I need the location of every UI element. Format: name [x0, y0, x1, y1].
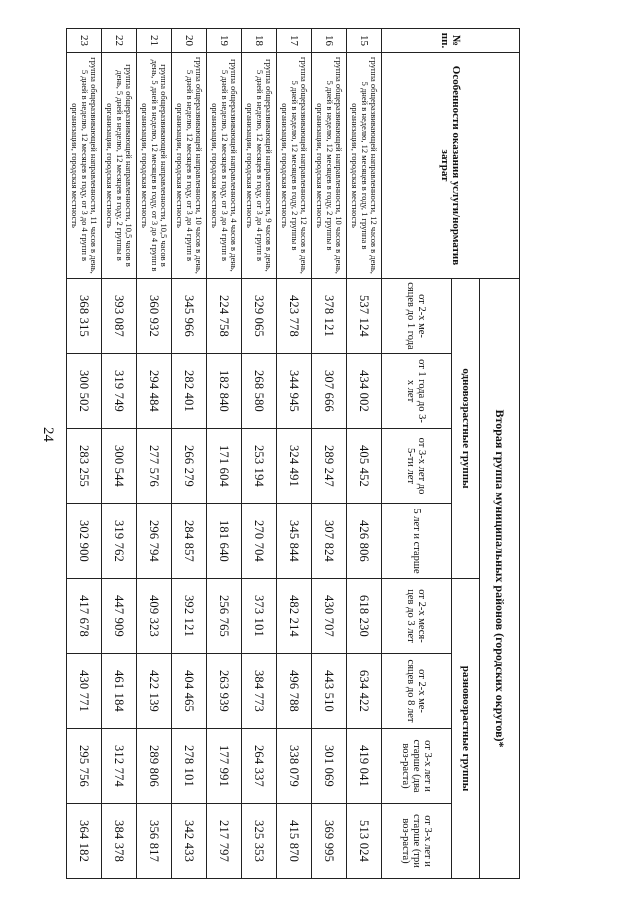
cost-value: 393 087: [102, 279, 137, 354]
cost-value: 423 778: [277, 279, 312, 354]
cost-value: 270 704: [242, 504, 277, 579]
table-row: [207, 29, 242, 879]
cost-value: 368 315: [67, 279, 102, 354]
cost-norms-table: [66, 28, 520, 879]
cost-value: 360 932: [137, 279, 172, 354]
cost-value: 329 065: [242, 279, 277, 354]
cost-value: 417 678: [67, 579, 102, 654]
row-description: группа общеразвивающей направленности, 10,5 часов в день, 5 дней в неделю, 12 месяцев в году, от 3 до 4 групп в организации, городская местность: [137, 53, 172, 279]
cost-value: 224 758: [207, 279, 242, 354]
cost-value: 325 353: [242, 804, 277, 879]
cost-value: 404 465: [172, 654, 207, 729]
cost-value: 284 857: [172, 504, 207, 579]
cost-value: 537 124: [347, 279, 382, 354]
table-row: [102, 29, 137, 879]
cost-value: 264 337: [242, 729, 277, 804]
cost-value: 405 452: [347, 429, 382, 504]
cost-value: 447 909: [102, 579, 137, 654]
cost-value: 277 576: [137, 429, 172, 504]
table-row: [277, 29, 312, 879]
page-number: 24: [40, 427, 56, 442]
cost-value: 319 749: [102, 354, 137, 429]
row-number: 21: [137, 29, 172, 53]
cost-value: 289 247: [312, 429, 347, 504]
cost-value: 295 756: [67, 729, 102, 804]
row-number: 17: [277, 29, 312, 53]
cost-value: 430 707: [312, 579, 347, 654]
cost-value: 392 121: [172, 579, 207, 654]
row-number: 15: [347, 29, 382, 53]
cost-value: 415 870: [277, 804, 312, 879]
row-description: группа общеразвивающей направленности, 9 часов в день, 5 дней в неделю, 12 месяцев в году, от 3 до 4 групп в организации, городская местность: [242, 53, 277, 279]
row-description: группа общеразвивающей направленности, 12 часов в день, 5 дней в неделю, 12 месяцев в году, 1 группа в организации, городская местность: [347, 53, 382, 279]
cost-value: 482 214: [277, 579, 312, 654]
row-number: 18: [242, 29, 277, 53]
col-header: от 3-х лет до 5-ти лет: [382, 429, 452, 504]
cost-value: 342 433: [172, 804, 207, 879]
cost-value: 263 939: [207, 654, 242, 729]
cost-value: 426 806: [347, 504, 382, 579]
cost-value: 434 002: [347, 354, 382, 429]
table-row: [67, 29, 102, 879]
table-row: [242, 29, 277, 879]
cost-value: 369 995: [312, 804, 347, 879]
col-header: от 3-х лет и старше (два воз-раста): [382, 729, 452, 804]
cost-value: 296 794: [137, 504, 172, 579]
row-number: 20: [172, 29, 207, 53]
cost-value: 513 024: [347, 804, 382, 879]
table-row: [137, 29, 172, 879]
cost-value: 256 765: [207, 579, 242, 654]
cost-value: 345 966: [172, 279, 207, 354]
col-header: 5 лет и старше: [382, 504, 452, 579]
row-number: 16: [312, 29, 347, 53]
row-description: группа общеразвивающей направленности, 4 часов в день, 5 дней в неделю, 12 месяцев в году, от 3 до 4 групп в организации, городская местность: [207, 53, 242, 279]
cost-value: 384 378: [102, 804, 137, 879]
cost-value: 319 762: [102, 504, 137, 579]
cost-value: 266 279: [172, 429, 207, 504]
cost-value: 430 771: [67, 654, 102, 729]
cost-value: 289 806: [137, 729, 172, 804]
table-row: [172, 29, 207, 879]
cost-value: 345 844: [277, 504, 312, 579]
cost-value: 294 484: [137, 354, 172, 429]
cost-value: 378 121: [312, 279, 347, 354]
header-mixed-age: разновозрастные группы: [452, 579, 480, 879]
col-header: от 2-х ме-сяцев до 1 года: [382, 279, 452, 354]
cost-value: 344 945: [277, 354, 312, 429]
col-header: от 2-х ме-сяцев до 8 лет: [382, 654, 452, 729]
col-header: от 3-х лет и старше (три воз-раста): [382, 804, 452, 879]
cost-value: 307 824: [312, 504, 347, 579]
cost-value: 356 817: [137, 804, 172, 879]
cost-value: 324 491: [277, 429, 312, 504]
cost-value: 496 788: [277, 654, 312, 729]
row-description: группа общеразвивающей направленности, 10 часов в день, 5 дней в неделю, 12 месяцев в году, от 3 до 4 групп в организации, городская местность: [172, 53, 207, 279]
cost-value: 338 079: [277, 729, 312, 804]
row-description: группа общеразвивающей направленности, 10,5 часов в день, 5 дней в неделю, 12 месяцев в году, 2 группы в организации, городская местность: [102, 53, 137, 279]
cost-value: 384 773: [242, 654, 277, 729]
table-body: [67, 29, 382, 879]
row-description: группа общеразвивающей направленности, 10 часов в день, 5 дней в неделю, 12 месяцев в году, 2 группы в организации, городская местность: [312, 53, 347, 279]
cost-value: 253 194: [242, 429, 277, 504]
cost-value: 300 502: [67, 354, 102, 429]
row-number: 19: [207, 29, 242, 53]
cost-value: 307 666: [312, 354, 347, 429]
cost-value: 312 774: [102, 729, 137, 804]
cost-value: 182 840: [207, 354, 242, 429]
cost-value: 419 041: [347, 729, 382, 804]
header-group-title: Вторая группа муниципальных районов (городских округов)*: [480, 279, 520, 879]
header-single-age: одновозрастные группы: [452, 279, 480, 579]
cost-value: 300 544: [102, 429, 137, 504]
table-row: [347, 29, 382, 879]
col-header: от 2-х меся-цев до 3 лет: [382, 579, 452, 654]
cost-value: 177 991: [207, 729, 242, 804]
col-header: от 1 года до 3-х лет: [382, 354, 452, 429]
cost-value: 283 255: [67, 429, 102, 504]
row-number: 23: [67, 29, 102, 53]
row-description: группа общеразвивающей направленности, 11 часов в день, 5 дней в неделю, 12 месяцев в году, от 3 до 4 групп в организации, городская местность: [67, 53, 102, 279]
cost-value: 282 401: [172, 354, 207, 429]
header-num: № пп.: [382, 29, 520, 53]
cost-value: 364 182: [67, 804, 102, 879]
cost-value: 618 230: [347, 579, 382, 654]
cost-value: 634 422: [347, 654, 382, 729]
cost-value: 278 101: [172, 729, 207, 804]
cost-value: 302 900: [67, 504, 102, 579]
cost-value: 409 323: [137, 579, 172, 654]
cost-value: 373 101: [242, 579, 277, 654]
header-features: Особенности оказания услуги/норматив затрат: [382, 53, 520, 279]
cost-value: 301 069: [312, 729, 347, 804]
cost-value: 217 797: [207, 804, 242, 879]
cost-value: 181 640: [207, 504, 242, 579]
cost-value: 422 139: [137, 654, 172, 729]
cost-value: 443 510: [312, 654, 347, 729]
row-number: 22: [102, 29, 137, 53]
table-row: [312, 29, 347, 879]
row-description: группа общеразвивающей направленности, 12 часов в день, 5 дней в неделю, 12 месяцев в году, 2 группы в организации, городская местность: [277, 53, 312, 279]
cost-value: 268 580: [242, 354, 277, 429]
cost-value: 461 184: [102, 654, 137, 729]
cost-value: 171 604: [207, 429, 242, 504]
